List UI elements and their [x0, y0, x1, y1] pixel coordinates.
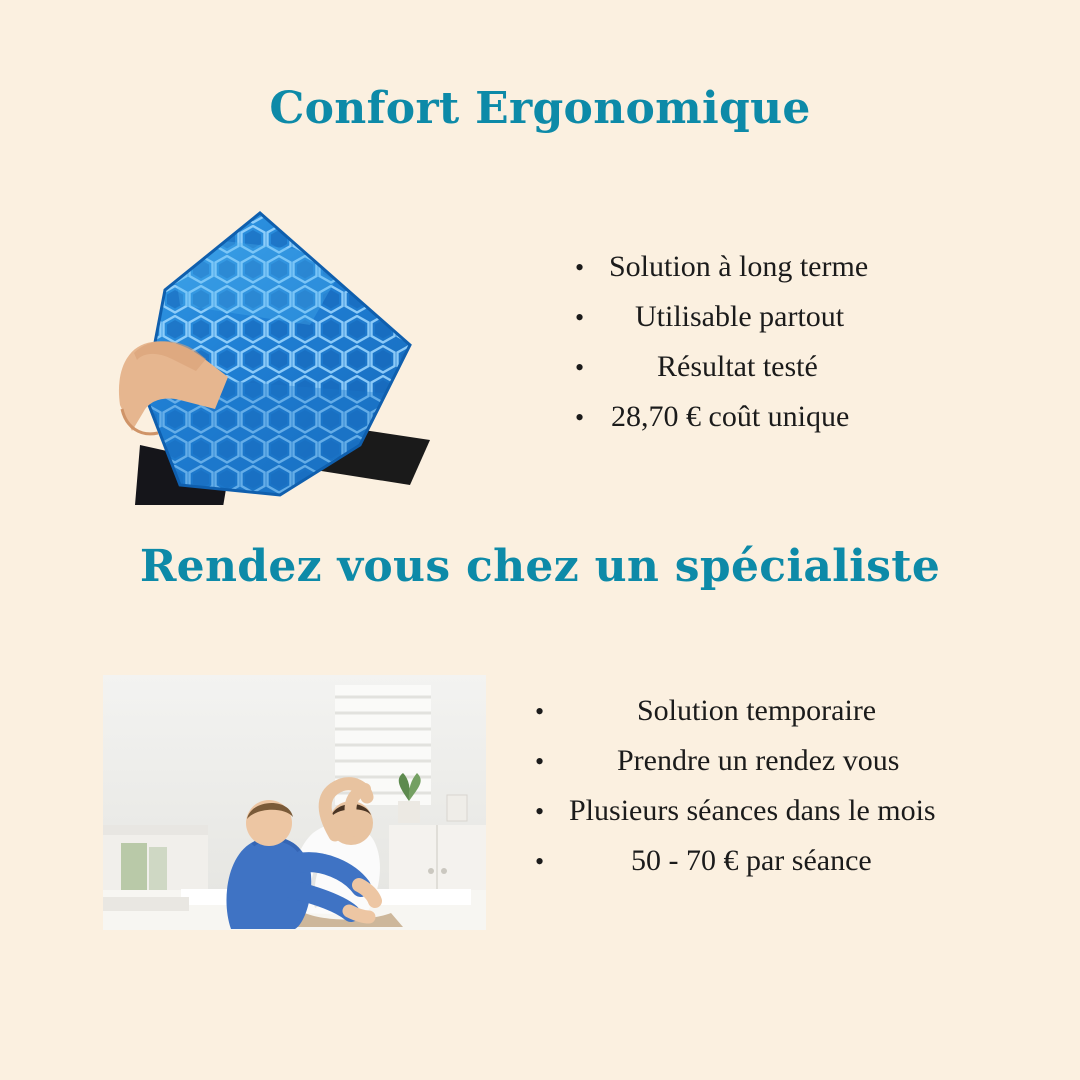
bullet-icon: •: [535, 747, 545, 776]
bullet-text: 28,70 € coût unique: [611, 400, 850, 433]
list-item: [535, 694, 1035, 728]
bullet-text: 50 - 70 € par séance: [631, 844, 872, 877]
list-item: [575, 250, 995, 284]
section-1-bullet-list: [575, 250, 995, 450]
bullet-icon: •: [535, 797, 545, 826]
gel-cushion-image: [110, 195, 440, 505]
bullet-text: Solution à long terme: [609, 250, 869, 283]
bullet-icon: •: [575, 253, 585, 282]
bullet-text: Solution temporaire: [637, 694, 877, 727]
section-2-heading: Rendez vous chez un spécialiste: [139, 541, 941, 592]
bullet-icon: •: [575, 403, 585, 432]
therapy-photo: [103, 675, 486, 930]
bullet-text: Plusieurs séances dans le mois: [569, 794, 936, 827]
section-1-heading: Confort Ergonomique: [269, 83, 811, 134]
bullet-icon: •: [535, 847, 545, 876]
bullet-text: Résultat testé: [657, 350, 818, 383]
list-item: [535, 844, 1035, 878]
bullet-icon: •: [575, 353, 585, 382]
list-item: [535, 794, 1035, 828]
list-item: [575, 400, 995, 434]
list-item: [575, 300, 995, 334]
section-2-bullet-list: [535, 694, 1035, 894]
bullet-icon: •: [575, 303, 585, 332]
bullet-text: Prendre un rendez vous: [617, 744, 900, 777]
bullet-text: Utilisable partout: [635, 300, 845, 333]
bullet-icon: •: [535, 697, 545, 726]
list-item: [535, 744, 1035, 778]
list-item: [575, 350, 995, 384]
